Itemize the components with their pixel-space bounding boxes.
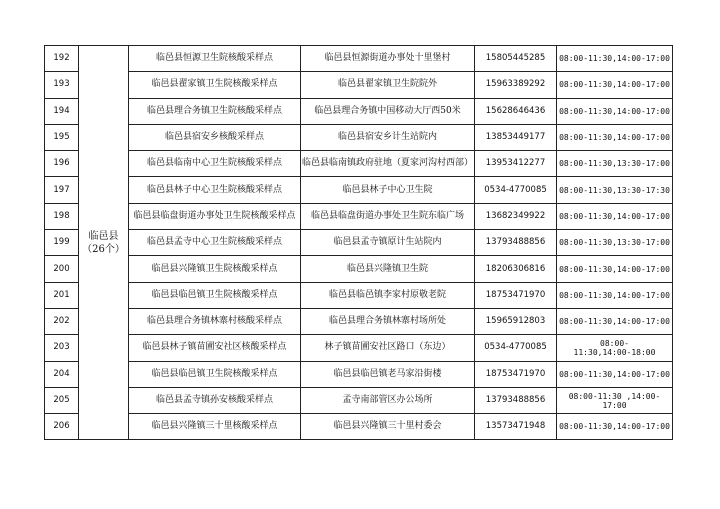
row-number-cell: 198 [45, 203, 79, 229]
site-address-cell: 临邑县临邑镇李家村原敬老院 [301, 282, 475, 308]
hours-cell: 08:00-11:30,13:30-17:00 [557, 230, 673, 256]
row-number-cell: 196 [45, 151, 79, 177]
row-number-cell: 194 [45, 98, 79, 124]
table-row [45, 308, 673, 334]
hours-cell: 08:00-11:30,14:00-17:00 [557, 46, 673, 72]
site-address-cell: 临邑县兴隆镇三十里村委会 [301, 414, 475, 440]
hours-cell: 08:00-11:30,13:30-17:30 [557, 177, 673, 203]
hours-cell: 08:00-11:30,14:00-17:00 [557, 361, 673, 387]
site-name-cell: 临邑县临邑镇卫生院核酸采样点 [129, 282, 301, 308]
row-number-cell: 199 [45, 230, 79, 256]
county-count: （26个） [82, 243, 125, 255]
table-row [45, 72, 673, 98]
site-name-cell: 临邑县林子镇苗圃安社区核酸采样点 [129, 335, 301, 361]
site-address-cell: 临邑县林子中心卫生院 [301, 177, 475, 203]
site-address-cell: 临邑县孟寺镇原计生站院内 [301, 230, 475, 256]
site-address-cell: 临邑县翟家镇卫生院院外 [301, 72, 475, 98]
row-number-cell: 197 [45, 177, 79, 203]
site-name-cell: 临邑县临盘街道办事处卫生院核酸采样点 [129, 203, 301, 229]
hours-cell: 08:00-11:30,14:00-17:00 [557, 98, 673, 124]
phone-cell: 15965912803 [475, 308, 557, 334]
hours-cell: 08:00-11:30,14:00-17:00 [557, 203, 673, 229]
phone-cell: 18753471970 [475, 361, 557, 387]
hours-cell: 08:00-11:30,14:00-17:00 [557, 282, 673, 308]
table-row [45, 151, 673, 177]
phone-cell: 13793488856 [475, 230, 557, 256]
site-name-cell: 临邑县理合务镇林寨村核酸采样点 [129, 308, 301, 334]
site-name-cell: 临邑县孟寺中心卫生院核酸采样点 [129, 230, 301, 256]
phone-cell: 0534-4770085 [475, 177, 557, 203]
phone-cell: 18206306816 [475, 256, 557, 282]
phone-cell: 13573471948 [475, 414, 557, 440]
table-row [45, 98, 673, 124]
site-name-cell: 临邑县翟家镇卫生院核酸采样点 [129, 72, 301, 98]
hours-cell: 08:00-11:30,14:00-17:00 [557, 72, 673, 98]
hours-cell: 08:00-11:30,13:30-17:00 [557, 151, 673, 177]
row-number-cell: 202 [45, 308, 79, 334]
row-number-cell: 192 [45, 46, 79, 72]
site-name-cell: 临邑县宿安乡核酸采样点 [129, 124, 301, 150]
row-number-cell: 203 [45, 335, 79, 361]
site-address-cell: 孟寺南部管区办公场所 [301, 387, 475, 413]
row-number-cell: 206 [45, 414, 79, 440]
site-address-cell: 临邑县理合务镇林寨村场所处 [301, 308, 475, 334]
table-row [45, 230, 673, 256]
table-row [45, 124, 673, 150]
county-name: 临邑县 [88, 230, 119, 242]
phone-cell: 0534-4770085 [475, 335, 557, 361]
table-row [45, 414, 673, 440]
site-address-cell: 临邑县理合务镇中国移动大厅西50米 [301, 98, 475, 124]
table-row [45, 256, 673, 282]
site-name-cell: 临邑县恒源卫生院核酸采样点 [129, 46, 301, 72]
site-address-cell: 临邑县临南镇政府驻地（夏家河沟村西部） [301, 151, 475, 177]
test-site-table [44, 45, 673, 440]
phone-cell: 13853449177 [475, 124, 557, 150]
row-number-cell: 193 [45, 72, 79, 98]
phone-cell: 15628646436 [475, 98, 557, 124]
hours-cell: 08:00-11:30,14:00-17:00 [557, 256, 673, 282]
row-number-cell: 195 [45, 124, 79, 150]
row-number-cell: 204 [45, 361, 79, 387]
site-address-cell: 林子镇苗圃安社区路口（东边） [301, 335, 475, 361]
site-address-cell: 临邑县临邑镇老马家沿街楼 [301, 361, 475, 387]
phone-cell: 13682349922 [475, 203, 557, 229]
table-row [45, 282, 673, 308]
site-name-cell: 临邑县兴隆镇三十里核酸采样点 [129, 414, 301, 440]
table-row [45, 387, 673, 413]
hours-cell: 08:00-11:30,14:00-17:00 [557, 414, 673, 440]
row-number-cell: 205 [45, 387, 79, 413]
phone-cell: 13793488856 [475, 387, 557, 413]
site-name-cell: 临邑县临南中心卫生院核酸采样点 [129, 151, 301, 177]
site-name-cell: 临邑县兴隆镇卫生院核酸采样点 [129, 256, 301, 282]
county-cell [79, 46, 129, 440]
site-address-cell: 临邑县兴隆镇卫生院 [301, 256, 475, 282]
phone-cell: 18753471970 [475, 282, 557, 308]
site-name-cell: 临邑县孟寺镇孙安核酸采样点 [129, 387, 301, 413]
row-number-cell: 201 [45, 282, 79, 308]
table-row [45, 177, 673, 203]
site-name-cell: 临邑县理合务镇卫生院核酸采样点 [129, 98, 301, 124]
hours-cell: 08:00- 11:30,14:00-18:00 [557, 335, 673, 361]
site-name-cell: 临邑县临邑镇卫生院核酸采样点 [129, 361, 301, 387]
hours-cell: 08:00-11:30,14:00-17:00 [557, 308, 673, 334]
hours-cell: 08:00-11:30,14:00-17:00 [557, 124, 673, 150]
hours-cell: 08:00-11:30 ,14:00- 17:00 [557, 387, 673, 413]
table-row [45, 203, 673, 229]
table-row [45, 46, 673, 72]
row-number-cell: 200 [45, 256, 79, 282]
site-address-cell: 临邑县宿安乡计生站院内 [301, 124, 475, 150]
phone-cell: 13953412277 [475, 151, 557, 177]
phone-cell: 15963389292 [475, 72, 557, 98]
site-name-cell: 临邑县林子中心卫生院核酸采样点 [129, 177, 301, 203]
table-row [45, 361, 673, 387]
table-row [45, 335, 673, 361]
site-address-cell: 临邑县恒源街道办事处十里堡村 [301, 46, 475, 72]
site-address-cell: 临邑县临盘街道办事处卫生院东临广场 [301, 203, 475, 229]
phone-cell: 15805445285 [475, 46, 557, 72]
